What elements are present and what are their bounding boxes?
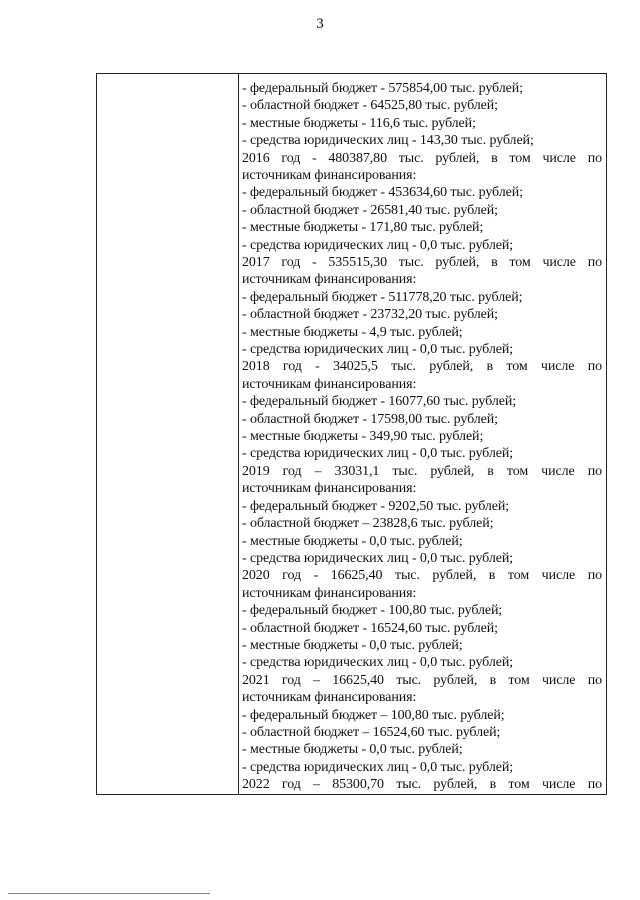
funding-line: - средства юридических лиц - 0,0 тыс. рублей;: [242, 655, 514, 671]
table-right-column: [239, 74, 606, 794]
funding-line: источникам финансирования:: [242, 376, 417, 392]
funding-line: - областной бюджет - 64525,80 тыс. рублей;: [242, 98, 498, 114]
funding-line: - средства юридических лиц - 143,30 тыс. рублей;: [242, 133, 534, 149]
funding-line: источникам финансирования:: [242, 481, 417, 497]
year-summary-line: 2021 год – 16625,40 тыс. рублей, в том числе по: [242, 672, 602, 688]
year-summary-line: 2017 год - 535515,30 тыс. рублей, в том числе по: [242, 255, 602, 271]
funding-line: - федеральный бюджет - 100,80 тыс. рублей;: [242, 603, 503, 619]
year-summary-line: 2018 год - 34025,5 тыс. рублей, в том числе по: [242, 359, 602, 375]
funding-table: [96, 73, 607, 795]
funding-line: - местные бюджеты - 4,9 тыс. рублей;: [242, 324, 463, 340]
funding-line: источникам финансирования:: [242, 690, 417, 706]
funding-line: - средства юридических лиц - 0,0 тыс. рублей;: [242, 342, 514, 358]
funding-line: - федеральный бюджет - 453634,60 тыс. рублей;: [242, 185, 523, 201]
funding-line: - областной бюджет – 16524,60 тыс. рублей;: [242, 724, 501, 740]
funding-line: источникам финансирования:: [242, 585, 417, 601]
year-summary-line: 2019 год – 33031,1 тыс. рублей, в том числе по: [242, 463, 602, 479]
funding-line: - средства юридических лиц - 0,0 тыс. рублей;: [242, 759, 514, 775]
year-summary-line: 2016 год - 480387,80 тыс. рублей, в том числе по: [242, 150, 602, 166]
funding-line: - местные бюджеты - 349,90 тыс. рублей;: [242, 429, 484, 445]
funding-line: - областной бюджет - 17598,00 тыс. рублей;: [242, 411, 498, 427]
year-summary-line: 2020 год - 16625,40 тыс. рублей, в том числе по: [242, 568, 602, 584]
funding-line: - местные бюджеты - 116,6 тыс. рублей;: [242, 115, 476, 131]
funding-line: - федеральный бюджет - 511778,20 тыс. рублей;: [242, 289, 523, 305]
funding-line: - средства юридических лиц - 0,0 тыс. рублей;: [242, 237, 514, 253]
year-summary-line: 2022 год – 85300,70 тыс. рублей, в том числе по: [242, 777, 602, 793]
funding-line: - местные бюджеты - 0,0 тыс. рублей;: [242, 533, 463, 549]
page-number: 3: [316, 16, 324, 32]
funding-line: - областной бюджет - 26581,40 тыс. рублей;: [242, 202, 498, 218]
funding-line: - федеральный бюджет - 9202,50 тыс. рублей;: [242, 498, 510, 514]
funding-line: - федеральный бюджет - 575854,00 тыс. рублей;: [242, 81, 523, 96]
funding-line: - федеральный бюджет - 16077,60 тыс. рублей;: [242, 394, 517, 410]
funding-line: - областной бюджет - 23732,20 тыс. рублей;: [242, 307, 498, 323]
funding-line: - средства юридических лиц - 0,0 тыс. рублей;: [242, 550, 514, 566]
funding-line: - местные бюджеты - 171,80 тыс. рублей;: [242, 220, 484, 236]
funding-line: источникам финансирования:: [242, 168, 417, 184]
funding-line: - областной бюджет - 16524,60 тыс. рублей;: [242, 620, 498, 636]
footer-divider: [8, 893, 210, 894]
funding-line: - федеральный бюджет – 100,80 тыс. рублей;: [242, 707, 505, 723]
funding-line: - областной бюджет – 23828,6 тыс. рублей;: [242, 516, 494, 532]
funding-line: - местные бюджеты - 0,0 тыс. рублей;: [242, 637, 463, 653]
funding-line: - средства юридических лиц - 0,0 тыс. рублей;: [242, 446, 514, 462]
funding-line: - местные бюджеты - 0,0 тыс. рублей;: [242, 742, 463, 758]
funding-line: источникам финансирования:: [242, 272, 417, 288]
table-left-column: [97, 74, 239, 794]
